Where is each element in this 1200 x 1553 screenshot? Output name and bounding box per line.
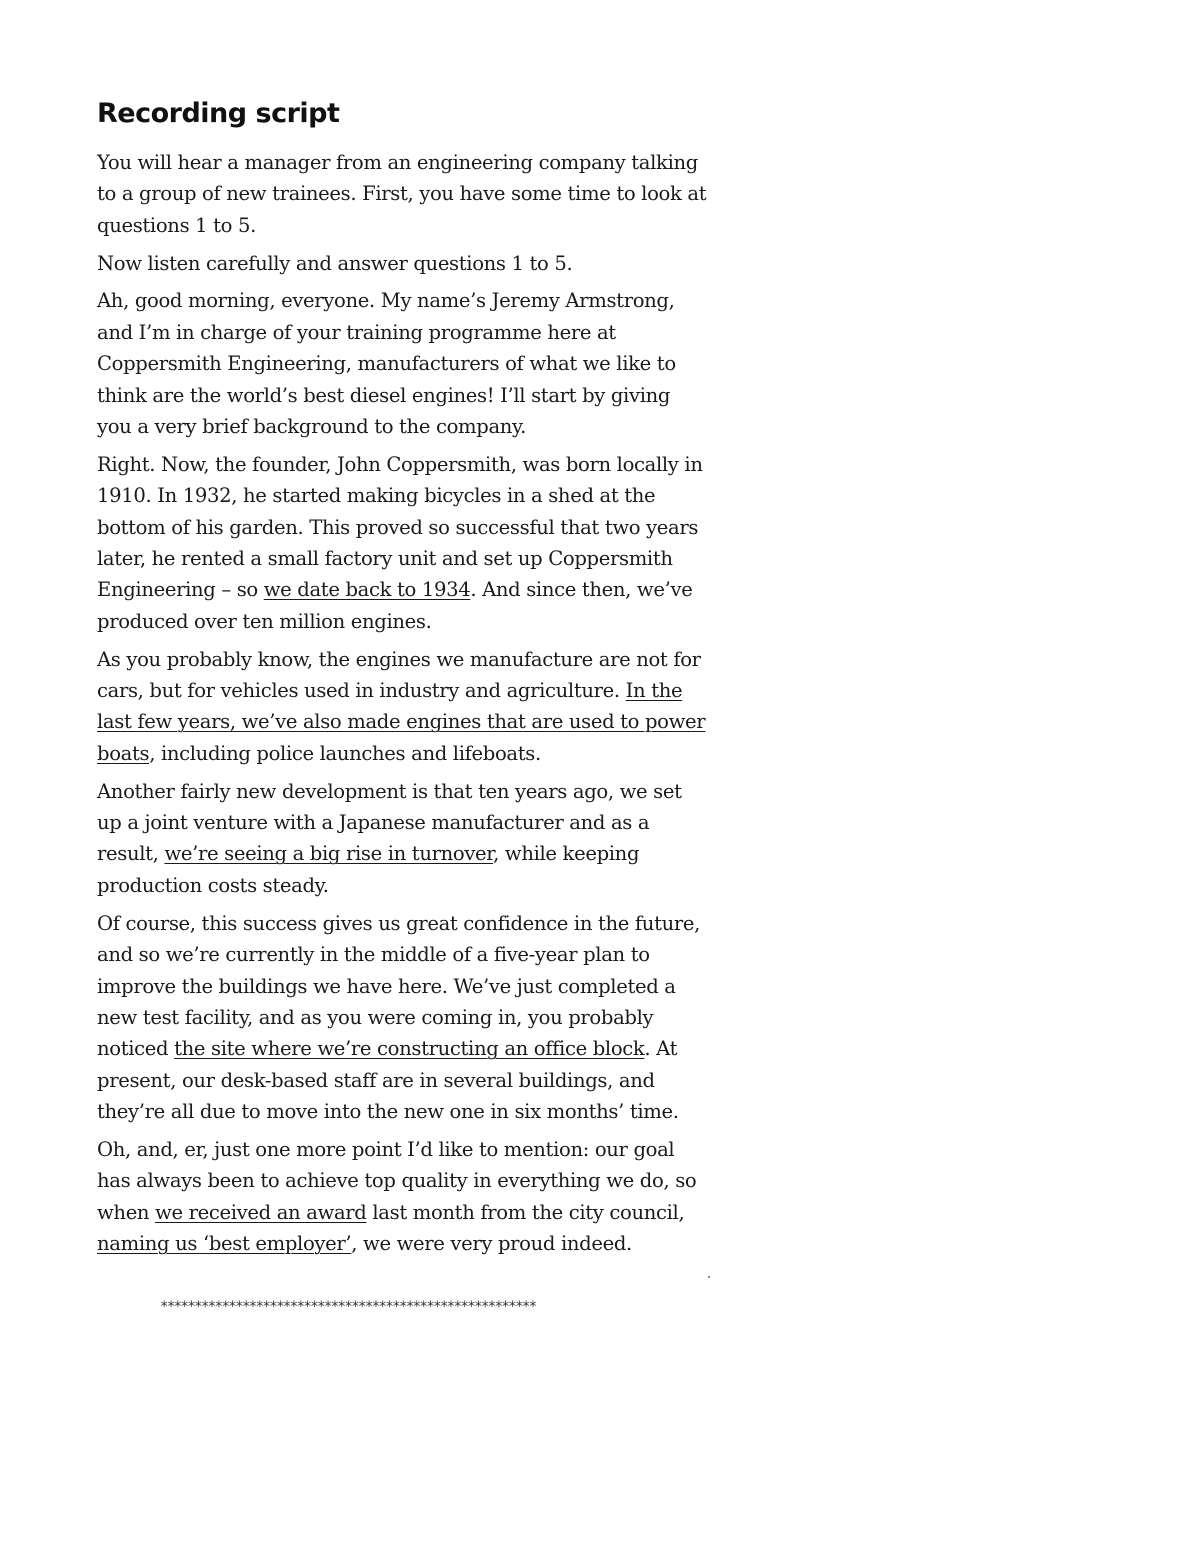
paragraph-greeting: Ah, good morning, everyone. My name’s Jeremy Armstrong, and I’m in charge of your training programme here at Coppersmith Engineering, manufacturers of what we like to think are the world’s best diesel engines! I’ll start by giving you a very brief background to the company.	[97, 289, 676, 439]
underlined-answer: naming us ‘best employer’	[97, 1232, 352, 1256]
paragraph-joint-venture: Another fairly new development is that ten years ago, we set up a joint venture with a Japanese manufacturer and as a result, we’re seeing a big rise in turnover, while keeping production costs steady.	[97, 779, 682, 897]
page-title: Recording script	[97, 98, 340, 129]
asterisk-divider: *******************************************************	[160, 1299, 536, 1315]
underlined-answer: the site where we’re constructing an office block	[174, 1037, 645, 1061]
paragraph-award: Oh, and, er, just one more point I’d like to mention: our goal has always been to achieve top quality in everything we do, so when we received an award last month from the city council, naming us ‘best employer’, we were very proud indeed.	[97, 1137, 697, 1256]
underlined-answer: we received an award	[155, 1200, 367, 1224]
stray-dot	[708, 1276, 710, 1278]
paragraph-products: As you probably know, the engines we manufacture are not for cars, but for vehicles used in industry and agriculture. In the last few years, we’ve also made engines that are used to power boats, including police launches and lifeboats.	[97, 647, 706, 765]
paragraph-history: Right. Now, the founder, John Coppersmith, was born locally in 1910. In 1932, he started making bicycles in a shed at the bottom of his garden. This proved so successful that two years later, he rented a small factory unit and set up Coppersmith Engineering – so we date back to 1934. And since then, we’ve produced over ten million engines.	[97, 452, 703, 633]
paragraph-buildings: Of course, this success gives us great confidence in the future, and so we’re currently in the middle of a five-year plan to improve the buildings we have here. We’ve just completed a new test facility, and as you were coming in, you probably noticed the site where we’re constructing an office block. At present, our desk-based staff are in several buildings, and they’re all due to move into the new one in six months’ time.	[97, 911, 701, 1124]
underlined-answer: we’re seeing a big rise in turnover	[164, 842, 494, 866]
paragraph-instruction: Now listen carefully and answer questions 1 to 5.	[97, 251, 573, 275]
underlined-answer: we date back to 1934	[263, 578, 471, 602]
paragraph-intro: You will hear a manager from an engineering company talking to a group of new trainees. First, you have some time to look at questions 1 to 5.	[97, 151, 707, 237]
recording-script-body	[97, 147, 707, 1266]
underlined-answer: In the last few years, we’ve also made engines that are used to power boats	[97, 679, 706, 765]
